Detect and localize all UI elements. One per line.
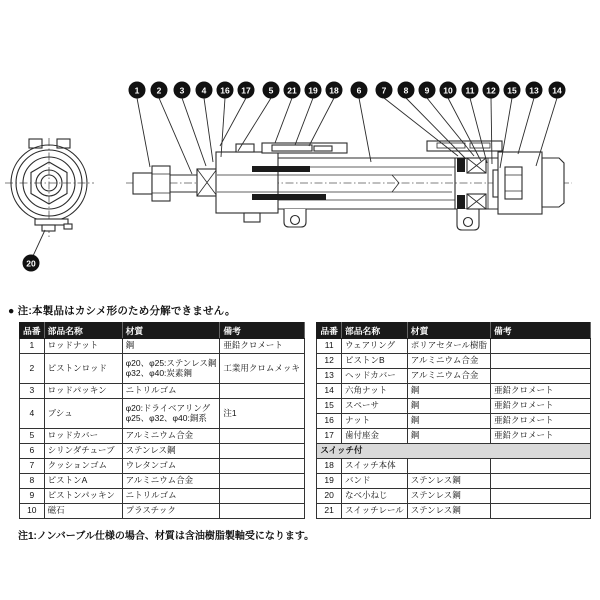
section-label: スイッチ付	[317, 444, 591, 459]
rod-tip	[133, 173, 152, 194]
cell-material: ウレタンゴム	[122, 459, 220, 474]
table-row	[20, 399, 305, 429]
head-cover-cap	[542, 158, 564, 207]
callout-number: 16	[220, 85, 230, 96]
leader-line	[137, 98, 150, 167]
table-row	[317, 474, 591, 489]
table-row	[317, 504, 591, 519]
table-row	[20, 384, 305, 399]
cell-remarks	[491, 474, 591, 489]
cell-material	[122, 354, 220, 384]
switch-band-clamp	[314, 146, 332, 151]
cell-remarks: 亜鉛クロメート	[491, 429, 591, 444]
end-view	[5, 138, 94, 237]
callout-number: 17	[241, 85, 251, 96]
leader-line	[220, 98, 246, 146]
hex-nut-internal	[505, 167, 522, 199]
cell-name: ウェアリング	[341, 339, 407, 354]
leader-line	[470, 98, 487, 163]
cell-remarks	[220, 504, 305, 519]
cell-no: 18	[317, 459, 342, 474]
cell-no: 15	[317, 399, 342, 414]
cell-no: 12	[317, 354, 342, 369]
cell-remarks	[220, 444, 305, 459]
cell-remarks	[491, 339, 591, 354]
cell-no: 8	[20, 474, 45, 489]
callout-number: 9	[424, 85, 430, 96]
table-row	[20, 444, 305, 459]
cell-no: 1	[20, 339, 45, 354]
callout-number: 5	[268, 85, 274, 96]
cell-material: 鋼	[407, 414, 490, 429]
cell-remarks: 注1	[220, 399, 305, 429]
side-view	[126, 141, 572, 230]
cell-material: ニトリルゴム	[122, 384, 220, 399]
callout-number: 4	[201, 85, 207, 96]
cell-name: なべ小ねじ	[341, 489, 407, 504]
leader-line	[33, 230, 45, 256]
cell-no: 17	[317, 429, 342, 444]
cell-remarks: 亜鉛クロメート	[220, 339, 305, 354]
cell-name: ピストンパッキン	[44, 489, 122, 504]
cell-name: ピストンロッド	[44, 354, 122, 384]
cell-no: 9	[20, 489, 45, 504]
parts-table-right	[316, 322, 591, 519]
cell-no: 16	[317, 414, 342, 429]
note1-footnote: 注1:ノンバーブル仕様の場合、材質は含油樹脂製軸受になります。	[18, 531, 315, 542]
cell-no: 20	[317, 489, 342, 504]
table-row	[317, 369, 591, 384]
table-row	[317, 414, 591, 429]
cell-material: 鋼	[407, 399, 490, 414]
rail-screw-block	[42, 225, 55, 231]
callout-number: 6	[356, 85, 362, 96]
rod-break-mark	[392, 175, 399, 192]
table-row	[317, 459, 591, 474]
col-header-no: 品番	[317, 323, 342, 339]
table-row	[317, 384, 591, 399]
callout-number: 19	[308, 85, 318, 96]
cell-name: ピストンA	[44, 474, 122, 489]
leader-line	[221, 98, 225, 157]
cell-remarks	[491, 489, 591, 504]
col-header-name: 部品名称	[44, 323, 122, 339]
cell-no: 7	[20, 459, 45, 474]
rod-cover	[216, 152, 278, 213]
cell-material: 鋼	[407, 429, 490, 444]
cell-name: ブシュ	[44, 399, 122, 429]
cell-name: スペーサ	[341, 399, 407, 414]
table-row	[317, 354, 591, 369]
table-row	[317, 489, 591, 504]
callout-number: 3	[179, 85, 185, 96]
cell-material: ステンレス鋼	[407, 489, 490, 504]
callout-badges	[23, 82, 565, 271]
cell-remarks	[220, 474, 305, 489]
cell-no: 2	[20, 354, 45, 384]
table-row	[317, 339, 591, 354]
callout-number: 15	[507, 85, 517, 96]
table-row	[20, 504, 305, 519]
cell-name: 六角ナット	[341, 384, 407, 399]
table-row	[20, 354, 305, 384]
section-row	[317, 444, 591, 459]
cell-material: アルミニウム合金	[407, 369, 490, 384]
leader-line	[275, 98, 292, 143]
cell-material: アルミニウム合金	[122, 474, 220, 489]
callout-number: 21	[287, 85, 297, 96]
cell-remarks: 工業用クロムメッキ	[220, 354, 305, 384]
port-boss-bottom	[244, 213, 260, 222]
cell-material: アルミニウム合金	[122, 429, 220, 444]
leader-line	[295, 98, 313, 145]
leader-line	[309, 98, 334, 146]
callout-number: 8	[403, 85, 409, 96]
callout-number: 13	[529, 85, 539, 96]
callout-number: 2	[156, 85, 162, 96]
assembly-note: ● 注:本製品はカシメ形のため分解できません。	[8, 305, 236, 317]
material-line-1: φ20:ドライベアリング	[125, 402, 211, 413]
cell-remarks	[220, 429, 305, 444]
cell-remarks	[220, 384, 305, 399]
parts-tables	[19, 322, 591, 519]
cell-material: 鋼	[122, 339, 220, 354]
crimp-seal-bottom	[252, 194, 326, 200]
cell-name: バンド	[341, 474, 407, 489]
cell-remarks	[491, 504, 591, 519]
cell-no: 13	[317, 369, 342, 384]
cell-material: ステンレス鋼	[122, 444, 220, 459]
cell-no: 11	[317, 339, 342, 354]
col-header-name: 部品名称	[341, 323, 407, 339]
cell-remarks: 亜鉛クロメート	[491, 414, 591, 429]
cell-material: ステンレス鋼	[407, 474, 490, 489]
magnet-bottom	[457, 195, 465, 209]
cell-name: ヘッドカバー	[341, 369, 407, 384]
cell-material: 鋼	[407, 384, 490, 399]
cell-no: 6	[20, 444, 45, 459]
cell-material: ニトリルゴム	[122, 489, 220, 504]
cell-name: スイッチレール	[341, 504, 407, 519]
port-boss-top	[236, 144, 254, 152]
callout-number: 11	[465, 85, 475, 96]
col-header-material: 材質	[122, 323, 220, 339]
crimp-seal-top	[252, 166, 310, 172]
magnet-top	[457, 158, 465, 172]
table-row	[20, 474, 305, 489]
leader-line	[182, 98, 206, 166]
header-row	[20, 323, 305, 339]
cell-name: クッションゴム	[44, 459, 122, 474]
leader-line	[536, 98, 557, 166]
switch-body	[272, 145, 312, 151]
switch-rail-right	[427, 141, 502, 151]
cell-material: ポリアセタール樹脂	[407, 339, 490, 354]
callout-number: 7	[381, 85, 387, 96]
col-header-remarks: 備考	[220, 323, 305, 339]
callout-number: 10	[443, 85, 453, 96]
callout-number: 18	[329, 85, 339, 96]
table-row	[317, 429, 591, 444]
cell-no: 3	[20, 384, 45, 399]
cell-name: ロッドカバー	[44, 429, 122, 444]
cell-remarks	[220, 489, 305, 504]
col-header-remarks: 備考	[491, 323, 591, 339]
callout-number: 20	[26, 258, 36, 269]
col-header-material: 材質	[407, 323, 490, 339]
switch-rail-end-plate	[35, 219, 68, 225]
cell-remarks	[491, 354, 591, 369]
cell-name: ロッドナット	[44, 339, 122, 354]
cell-name: ナット	[341, 414, 407, 429]
cell-remarks: 亜鉛クロメート	[491, 384, 591, 399]
cell-name: ロッドパッキン	[44, 384, 122, 399]
cell-no: 4	[20, 399, 45, 429]
callout-number: 12	[486, 85, 496, 96]
leader-line	[359, 98, 371, 162]
leader-line	[384, 98, 458, 156]
leader-line	[204, 98, 213, 162]
material-line-2: φ32、φ40:炭素鋼	[125, 367, 192, 378]
cell-name: 歯付座金	[341, 429, 407, 444]
cell-name: シリンダチューブ	[44, 444, 122, 459]
rod-nut	[152, 166, 170, 201]
material-line-1: φ20、φ25:ステンレス鋼	[125, 357, 217, 368]
cell-no: 14	[317, 384, 342, 399]
table-row	[20, 489, 305, 504]
cell-remarks: 亜鉛クロメート	[491, 399, 591, 414]
cell-name: ピストンB	[341, 354, 407, 369]
header-row	[317, 323, 591, 339]
callout-number: 14	[552, 85, 562, 96]
cell-remarks	[220, 459, 305, 474]
cell-no: 19	[317, 474, 342, 489]
cell-material: プラスチック	[122, 504, 220, 519]
cell-name: スイッチ本体	[341, 459, 407, 474]
cell-material	[407, 459, 490, 474]
cell-material: アルミニウム合金	[407, 354, 490, 369]
cell-remarks	[491, 459, 591, 474]
table-row	[317, 399, 591, 414]
table-row	[20, 339, 305, 354]
cell-name: 磁石	[44, 504, 122, 519]
leader-line	[159, 98, 192, 174]
port-boss-left	[29, 139, 42, 148]
cell-remarks	[491, 369, 591, 384]
callout-number: 1	[134, 85, 140, 96]
cell-no: 5	[20, 429, 45, 444]
leader-line	[518, 98, 534, 154]
parts-table-left	[19, 322, 305, 519]
cell-material	[122, 399, 220, 429]
cell-no: 21	[317, 504, 342, 519]
cell-material: ステンレス鋼	[407, 504, 490, 519]
material-line-2: φ25、φ32、φ40:銅系	[125, 412, 207, 423]
table-row	[20, 429, 305, 444]
col-header-no: 品番	[20, 323, 45, 339]
cell-no: 10	[20, 504, 45, 519]
table-row	[20, 459, 305, 474]
leader-line	[491, 98, 492, 164]
rail-end-tab	[64, 224, 72, 229]
